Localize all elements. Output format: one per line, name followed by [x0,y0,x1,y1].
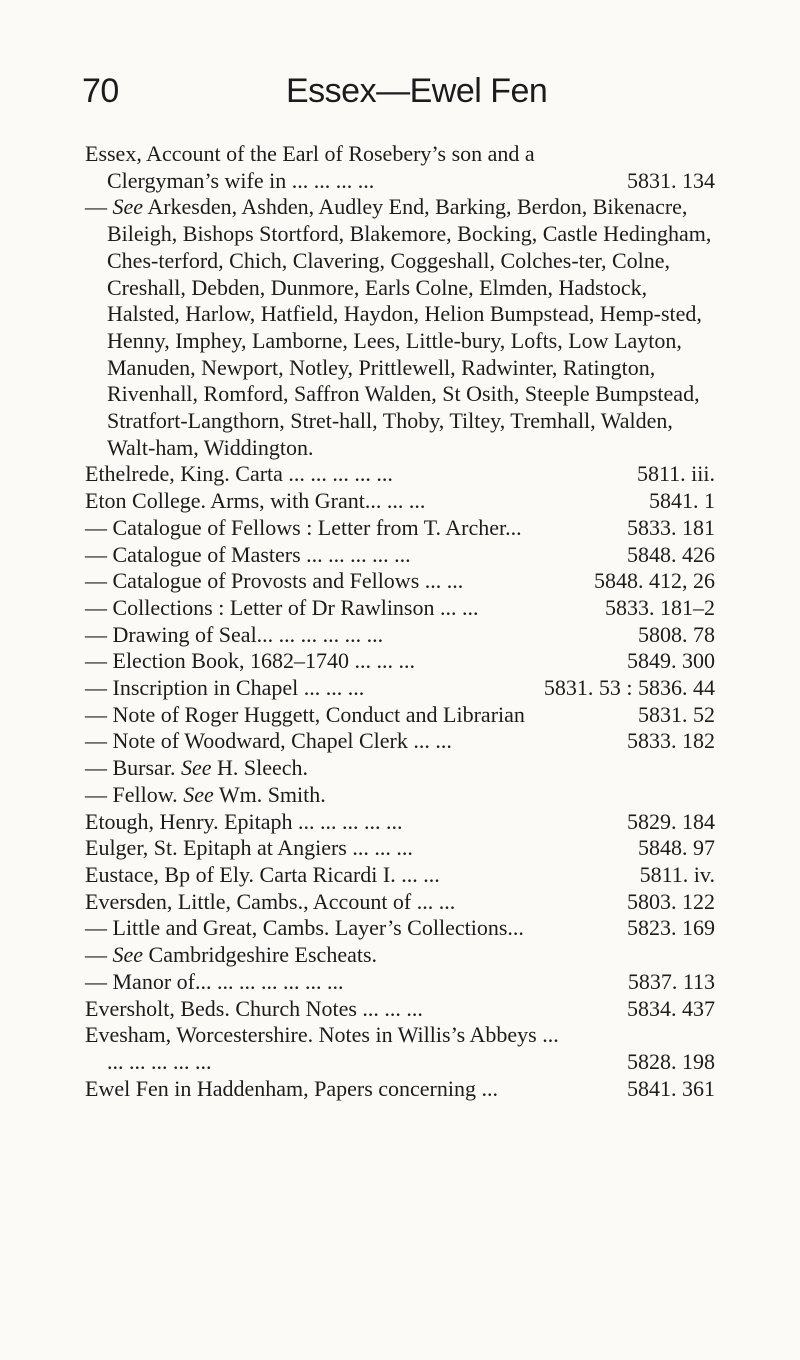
entry-text: Evesham, Worcestershire. Notes in Willis’s Abbeys ... ... ... ... ... ... [85,1022,559,1074]
index-entry [85,996,715,1023]
entry-reference: 5834. 437 [627,995,715,1021]
entry-text: Etough, Henry. Epitaph ... ... ... ... ... [85,808,403,834]
index-entry [85,755,715,782]
entry-text: — Note of Roger Huggett, Conduct and Librarian [85,701,525,727]
index-entry [85,889,715,916]
entry-reference: 5831. 53 : 5836. 44 [543,675,715,701]
entry-prefix: — [85,942,113,968]
index-entry [85,969,715,996]
index-entry [85,461,715,488]
index-entry [85,515,715,542]
index-entry [85,942,715,969]
entry-text-block [85,194,715,461]
entry-reference: 5833. 182 [627,728,715,754]
entry-text: Eversden, Little, Cambs., Account of ... ... [85,888,456,914]
entry-text-block [85,755,715,782]
entry-text: Essex, Account of the Earl of Rosebery’s son and a Clergyman’s wife in ... ... ... ... [85,141,535,193]
entry-text: Eton College. Arms, with Grant... ... ... [85,488,426,514]
entry-reference: 5837. 113 [627,968,715,994]
entry-text: — Manor of... ... ... ... ... ... ... [85,968,344,994]
entry-text: — Catalogue of Provosts and Fellows ... ... [85,568,464,594]
entry-text: Ewel Fen in Haddenham, Papers concerning ... [85,1075,498,1101]
index-entry [85,488,715,515]
entry-text-block [85,942,715,969]
entry-reference: 5848. 426 [627,541,715,567]
entry-text: — Inscription in Chapel ... ... ... [85,675,365,701]
entry-reference: 5841. 361 [627,1075,715,1101]
see-reference-label: See [112,942,144,968]
entry-text: Wm. Smith. [213,781,326,807]
index-entry [85,782,715,809]
entry-text: — Drawing of Seal... ... ... ... ... ... [85,621,384,647]
entry-reference: 5833. 181 [627,514,715,540]
entry-prefix: — Bursar. [85,755,181,781]
entry-reference: 5828. 198 [627,1048,715,1074]
entry-reference: 5831. 134 [627,167,715,193]
entry-reference: 5811. iii. [636,461,715,487]
entry-text: — Catalogue of Fellows : Letter from T. Archer... [85,514,522,540]
index-entry [85,595,715,622]
entry-text: — Little and Great, Cambs. Layer’s Collections... [85,915,524,941]
entry-reference: 5848. 97 [638,835,715,861]
index-entry [85,809,715,836]
entry-text: H. Sleech. [211,755,309,781]
entry-text: Arkesden, Ashden, Audley End, Barking, Berdon, Bikenacre, Bileigh, Bishops Stortford, Blakemore, Bocking, Castle Hedingham, Ches-terford, Chich, Clavering, Coggeshall, Colches-ter, Colne, Creshall, Debden, Dunmore, Earls Colne, Elmden, Hadstock, Halsted, Harlow, Hatfield, Haydon, Helion Bumpstead, Hemp-sted, Henny, Imphey, Lamborne, Lees, Little-bury, Lofts, Low Layton, Manuden, Newport, Notley, Prittlewell, Radwinter, Ratington, Rivenhall, Romford, Saffron Walden, St Osith, Steeple Bumpstead, Stratfort-Langthorn, Stret-hall, Thoby, Tiltey, Tremhall, Walden, Walt-ham, Widdington. [107,194,712,460]
page-number: 70 [82,72,119,110]
entry-reference: 5849. 300 [627,648,715,674]
see-reference-label: See [112,194,144,220]
entry-prefix: — [85,194,113,220]
index-entry [85,728,715,755]
entry-reference: 5833. 181–2 [605,594,715,620]
page-title: Essex—Ewel Fen [286,72,548,110]
entry-reference: 5811. iv. [639,861,715,887]
entry-text: — Collections : Letter of Dr Rawlinson ... ... [85,594,479,620]
index-entry [85,835,715,862]
see-reference-label: See [180,755,212,781]
index-entry [85,702,715,729]
index-entry [85,542,715,569]
index-entry [85,648,715,675]
entry-text: Eustace, Bp of Ely. Carta Ricardi I. ... ... [85,861,440,887]
entry-text: — Election Book, 1682–1740 ... ... ... [85,648,415,674]
entry-text: — Note of Woodward, Chapel Clerk ... ... [85,728,452,754]
entry-reference: 5829. 184 [627,808,715,834]
index-entry [85,622,715,649]
entry-text: — Catalogue of Masters ... ... ... ... ... [85,541,411,567]
index-entries [85,141,715,1102]
entry-text: Eversholt, Beds. Church Notes ... ... ... [85,995,423,1021]
entry-text-block [85,782,715,809]
index-entry [85,194,715,461]
entry-reference: 5831. 52 [638,701,715,727]
index-entry [85,568,715,595]
index-entry [85,915,715,942]
entry-reference: 5808. 78 [638,621,715,647]
entry-text: Cambridgeshire Escheats. [143,942,378,968]
see-reference-label: See [183,781,214,807]
index-entry [85,1022,715,1075]
index-entry [85,141,715,194]
index-entry [85,862,715,889]
entry-text: Ethelrede, King. Carta ... ... ... ... ... [85,461,393,487]
entry-prefix: — Fellow. [85,781,184,807]
entry-reference: 5848. 412, 26 [594,568,715,594]
entry-text: Eulger, St. Epitaph at Angiers ... ... ... [85,835,413,861]
entry-reference: 5803. 122 [627,888,715,914]
index-entry [85,1076,715,1103]
index-entry [85,675,715,702]
entry-reference: 5823. 169 [627,915,715,941]
entry-reference: 5841. 1 [649,488,715,514]
